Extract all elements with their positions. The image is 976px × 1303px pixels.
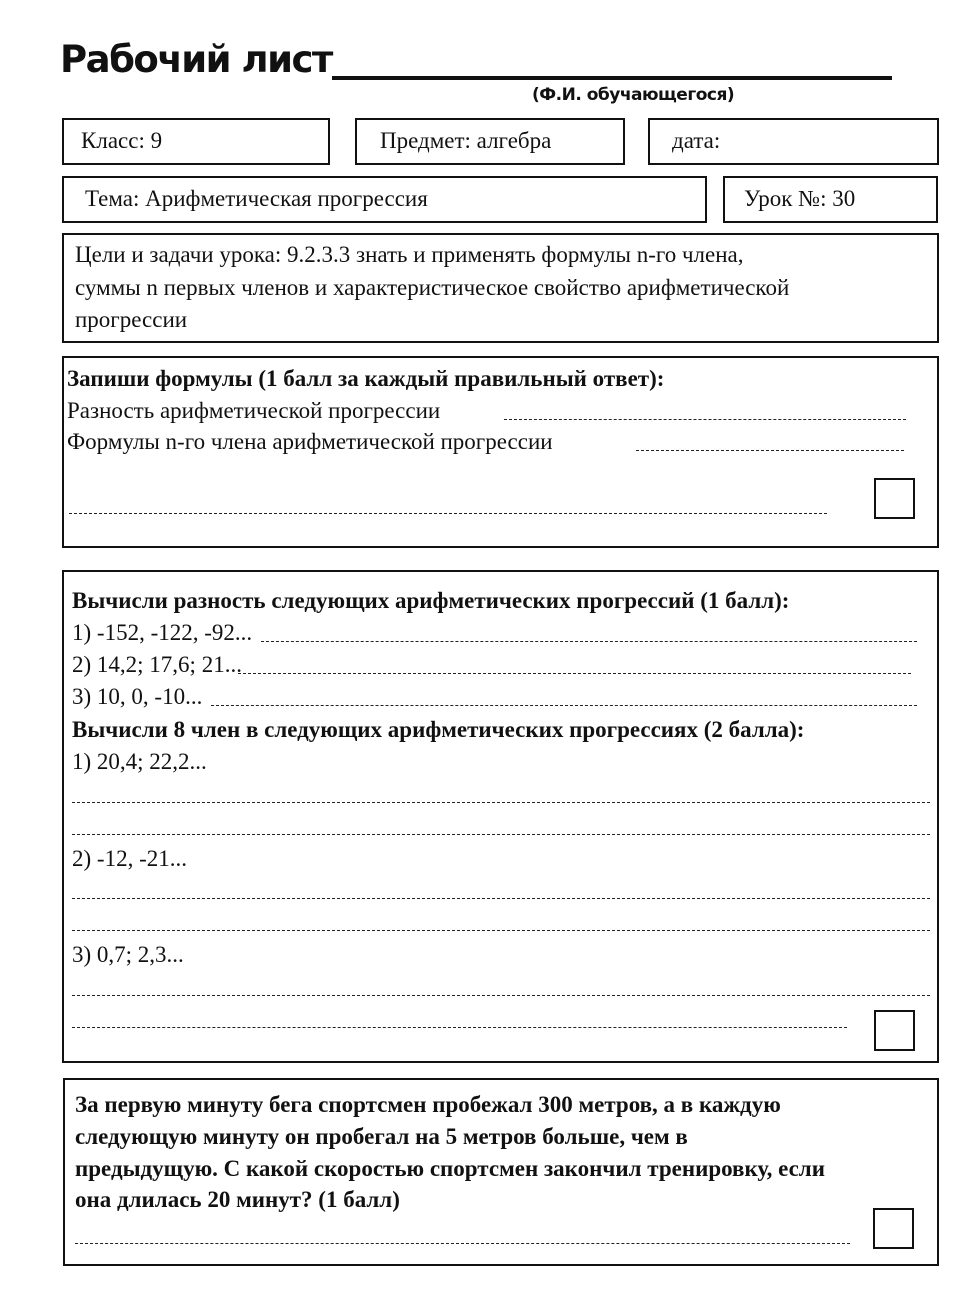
class-label: Класс: 9 bbox=[81, 128, 163, 153]
name-underline[interactable] bbox=[332, 76, 892, 80]
score-box[interactable] bbox=[874, 1010, 915, 1051]
formulas-extra-answer-line[interactable] bbox=[69, 513, 827, 514]
eighth-term-item-3: 3) 0,7; 2,3... bbox=[72, 942, 184, 967]
problem-line-1: За первую минуту бега спортсмен пробежал 300 метров, а в каждую bbox=[75, 1092, 781, 1117]
lesson-goals-box bbox=[62, 233, 939, 343]
class-box bbox=[62, 118, 330, 165]
subject-label: Предмет: алгебра bbox=[380, 128, 552, 153]
eighth-term-item-1-answer-line-2[interactable] bbox=[72, 834, 930, 835]
eighth-term-item-3-answer-line-2[interactable] bbox=[72, 1027, 847, 1028]
score-box[interactable] bbox=[873, 1208, 914, 1249]
eighth-term-item-1: 1) 20,4; 22,2... bbox=[72, 749, 207, 774]
subject-box bbox=[355, 118, 625, 165]
eighth-term-item-1-answer-line-1[interactable] bbox=[72, 802, 930, 803]
difference-item-1-answer-line[interactable] bbox=[261, 641, 917, 642]
word-problem-box bbox=[63, 1078, 939, 1266]
goals-line-1: Цели и задачи урока: 9.2.3.3 знать и применять формулы n-го члена, bbox=[75, 242, 744, 267]
eighth-term-item-3-answer-line-1[interactable] bbox=[72, 995, 930, 996]
difference-item-1: 1) -152, -122, -92... bbox=[72, 620, 253, 645]
lesson-box bbox=[723, 176, 938, 223]
topic-label: Тема: Арифметическая прогрессия bbox=[85, 186, 428, 211]
formulas-task-box bbox=[62, 356, 939, 548]
difference-task-heading: Вычисли разность следующих арифметических прогрессий (1 балл): bbox=[72, 588, 790, 613]
progressions-task-box bbox=[62, 570, 939, 1063]
score-box[interactable] bbox=[874, 478, 915, 519]
eighth-term-item-2-answer-line-2[interactable] bbox=[72, 930, 930, 931]
goals-line-3: прогрессии bbox=[75, 307, 188, 332]
difference-item-3-answer-line[interactable] bbox=[211, 705, 917, 706]
problem-answer-line[interactable] bbox=[75, 1243, 850, 1244]
difference-item-2: 2) 14,2; 17,6; 21... bbox=[72, 652, 242, 677]
topic-box bbox=[62, 176, 707, 223]
problem-line-2: следующую минуту он пробегал на 5 метров больше, чем в bbox=[75, 1124, 688, 1149]
lesson-label: Урок №: 30 bbox=[744, 186, 856, 211]
difference-item-3: 3) 10, 0, -10... bbox=[72, 684, 203, 709]
date-label: дата: bbox=[672, 128, 721, 153]
difference-answer-line[interactable] bbox=[504, 419, 906, 420]
worksheet-title: Рабочий лист bbox=[60, 38, 332, 81]
eighth-term-item-2: 2) -12, -21... bbox=[72, 846, 187, 871]
eighth-term-item-2-answer-line-1[interactable] bbox=[72, 898, 930, 899]
goals-line-2: суммы n первых членов и характеристическое свойство арифметической bbox=[75, 275, 790, 300]
formulas-heading: Запиши формулы (1 балл за каждый правильный ответ): bbox=[67, 366, 665, 391]
problem-line-3: предыдущую. С какой скоростью спортсмен закончил тренировку, если bbox=[75, 1156, 825, 1181]
nth-term-answer-line[interactable] bbox=[636, 450, 904, 451]
difference-formula-label: Разность арифметической прогрессии bbox=[67, 398, 441, 423]
date-box[interactable] bbox=[648, 118, 939, 165]
difference-item-2-answer-line[interactable] bbox=[238, 673, 911, 674]
problem-line-4: она длилась 20 минут? (1 балл) bbox=[75, 1187, 400, 1212]
student-name-caption: (Ф.И. обучающегося) bbox=[532, 85, 735, 105]
eighth-term-task-heading: Вычисли 8 член в следующих арифметических прогрессиях (2 балла): bbox=[72, 717, 805, 742]
nth-term-formula-label: Формулы n-го члена арифметической прогрессии bbox=[67, 429, 553, 454]
